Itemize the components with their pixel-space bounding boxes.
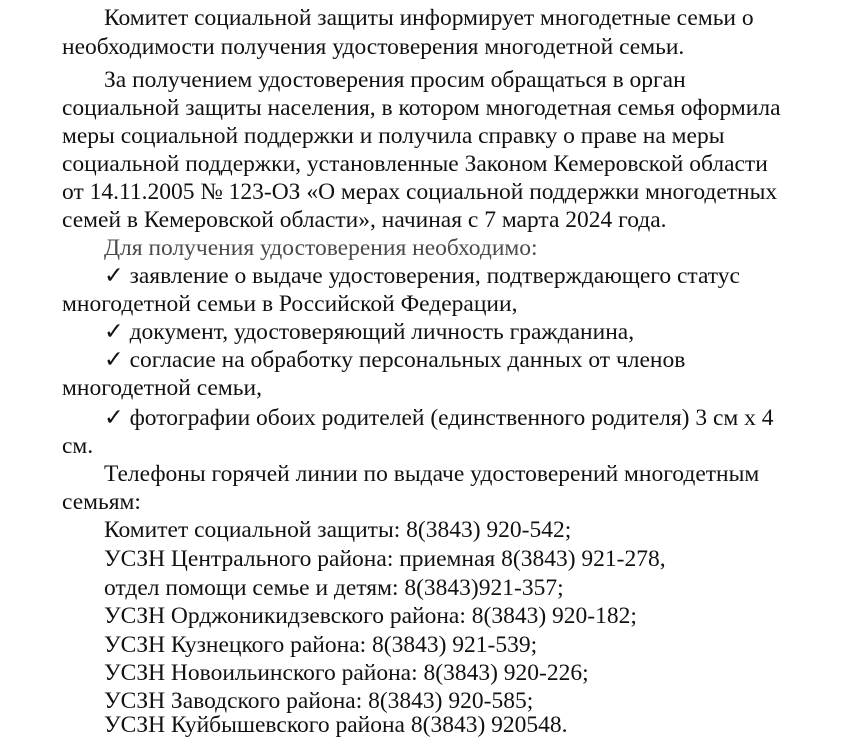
contact-line: УСЗН Заводского района: 8(3843) 920-585; <box>104 688 534 714</box>
contact-line: УСЗН Новоильинского района: 8(3843) 920-226; <box>104 660 589 686</box>
requirement-item-4 <box>104 404 774 433</box>
paragraph2-line-6: семей в Кемеровской области», начиная с 7 марта 2024 года. <box>62 207 667 233</box>
paragraph2-line-2: социальной защиты населения, в котором многодетная семья оформила <box>62 95 781 121</box>
requirement-item-3-line-1: согласие на обработку персональных данных от членов <box>129 347 686 373</box>
requirement-item-3-line-2: многодетной семьи, <box>62 375 262 401</box>
check-mark-icon: ✓ <box>104 319 124 345</box>
requirements-heading: Для получения удостоверения необходимо: <box>104 235 538 261</box>
contact-line: УСЗН Куйбышевского района 8(3843) 920548. <box>104 712 568 738</box>
paragraph2-line-1: За получением удостоверения просим обращаться в орган <box>104 67 686 93</box>
requirement-item-4-line-1: фотографии обоих родителей (единственного родителя) 3 см х 4 <box>129 405 774 431</box>
requirement-item-4-line-2: см. <box>62 433 94 459</box>
intro-line-1: Комитет социальной защиты информирует многодетные семьи о <box>104 5 754 31</box>
paragraph2-line-4: социальной поддержки, установленные Законом Кемеровской области <box>62 151 768 177</box>
contact-line: отдел помощи семье и детям: 8(3843)921-357; <box>104 575 564 601</box>
check-mark-icon: ✓ <box>104 263 124 289</box>
contact-line: УСЗН Кузнецкого района: 8(3843) 921-539; <box>104 632 538 658</box>
paragraph2-line-5: от 14.11.2005 № 123-ОЗ «О мерах социальной поддержки многодетных <box>62 179 778 205</box>
check-mark-icon: ✓ <box>104 405 124 431</box>
contact-line: УСЗН Орджоникидзевского района: 8(3843) 920-182; <box>104 603 637 629</box>
contact-line: Комитет социальной защиты: 8(3843) 920-542; <box>104 517 572 543</box>
requirement-item-1 <box>104 262 740 291</box>
requirement-item-2 <box>104 318 634 347</box>
intro-line-2: необходимости получения удостоверения многодетной семьи. <box>62 34 685 60</box>
requirement-item-1-line-2: многодетной семьи в Российской Федерации, <box>62 291 518 317</box>
requirement-item-2-line-1: документ, удостоверяющий личность гражданина, <box>129 319 635 345</box>
hotline-line-1: Телефоны горячей линии по выдаче удостоверений многодетным <box>104 461 760 487</box>
paragraph2-line-3: меры социальной поддержки и получила справку о праве на меры <box>62 123 725 149</box>
check-mark-icon: ✓ <box>104 347 124 373</box>
hotline-line-2: семьям: <box>62 489 141 515</box>
requirement-item-3 <box>104 346 685 375</box>
contact-line: УСЗН Центрального района: приемная 8(3843) 921-278, <box>104 546 666 572</box>
requirement-item-1-line-1: заявление о выдаче удостоверения, подтверждающего статус <box>129 263 740 289</box>
